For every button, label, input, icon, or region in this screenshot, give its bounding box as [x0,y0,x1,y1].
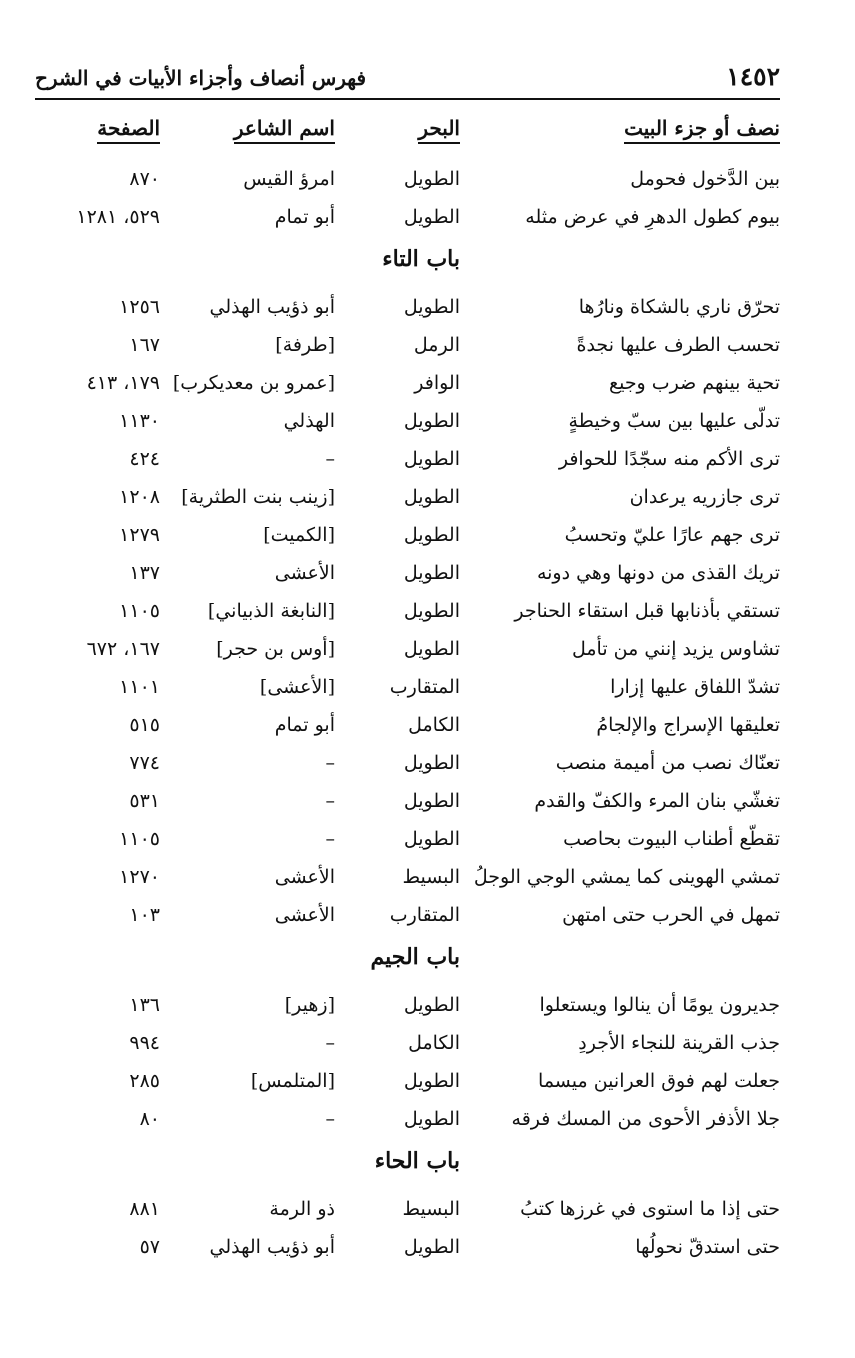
poet-name: – [325,1032,335,1054]
index-row [0,1190,855,1228]
poet-name: [المتلمس] [250,1070,335,1092]
index-row [0,1062,855,1100]
meter-text: الطويل [403,1108,460,1130]
poet-name: ذو الرمة [269,1198,335,1220]
index-row [0,402,855,440]
poet-name: [النابغة الذبياني] [207,600,335,622]
meter-text: الطويل [403,448,460,470]
page-reference: ١٢٧٠ [119,866,160,888]
poet-name: [زينب بنت الطثرية] [181,486,335,508]
verse-text: تعليقها الإسراج والإلجامُ [596,714,780,736]
index-row [0,1024,855,1062]
index-row [0,198,855,236]
section-title: باب الجيم [370,944,460,970]
running-title: فهرس أنصاف وأجزاء الأبيات في الشرح [35,66,367,90]
verse-text: تحسب الطرف عليها نجدةً [576,334,780,356]
poet-name: الأعشى [274,866,335,888]
index-row [0,986,855,1024]
verse-text: حتى استدقّ نحولُها [635,1236,780,1258]
poet-name: أبو ذؤيب الهذلي [209,296,335,318]
page-reference: ١٢٧٩ [119,524,160,546]
meter-text: الطويل [403,168,460,190]
column-header-verse: نصف أو جزء البيت [624,116,780,140]
poet-name: الأعشى [274,904,335,926]
index-row [0,782,855,820]
verse-text: ترى جازريه يرعدان [629,486,780,508]
section-title: باب التاء [382,246,460,272]
verse-text: تقطّع أطناب البيوت بحاصب [563,828,780,850]
verse-text: جعلت لهم فوق العرانين ميسما [538,1070,780,1092]
poet-name: [عمرو بن معديكرب] [172,372,335,394]
poet-name: – [325,448,335,470]
page-reference: ٩٩٤ [129,1032,160,1054]
poet-name: [طرفة] [275,334,335,356]
meter-text: الطويل [403,790,460,812]
index-row [0,592,855,630]
poet-name: امرؤ القيس [243,168,335,190]
verse-text: ترى جهم عارًا عليّ وتحسبُ [564,524,780,546]
verse-text: تستقي بأذنابها قبل استقاء الحناجر [514,600,780,622]
index-row [0,160,855,198]
poet-name: – [325,1108,335,1130]
poet-name: – [325,752,335,774]
page-reference: ٨٨١ [129,1198,160,1220]
verse-text: تحية بينهم ضرب وجيع [608,372,780,394]
section-heading-row [0,934,855,986]
poet-name: الأعشى [274,562,335,584]
column-header-meter: البحر [418,116,460,140]
index-row [0,668,855,706]
verse-text: تغشّي بنان المرء والكفّ والقدم [534,790,780,812]
index-row [0,554,855,592]
meter-text: الطويل [403,1070,460,1092]
verse-text: تعنّاك نصب من أميمة منصب [555,752,780,774]
meter-text: الوافر [414,372,460,394]
index-row [0,1228,855,1266]
page-reference: ١٢٥٦ [119,296,160,318]
meter-text: الرمل [413,334,460,356]
page-reference: ١١٣٠ [119,410,160,432]
page-reference: ٤٢٤ [129,448,160,470]
page-reference: ١٣٧ [129,562,160,584]
poet-name: [الأعشى] [259,676,335,698]
running-head [35,60,780,100]
meter-text: المتقارب [389,904,460,926]
index-row [0,478,855,516]
poet-name: [أوس بن حجر] [216,638,335,660]
meter-text: الطويل [403,994,460,1016]
index-row [0,364,855,402]
section-title: باب الحاء [374,1148,460,1174]
index-row [0,630,855,668]
meter-text: الطويل [403,1236,460,1258]
page-reference: ١٣٦ [129,994,160,1016]
page-reference: ١١٠٥ [119,600,160,622]
page-reference: ١٢٠٨ [119,486,160,508]
poet-name: الهذلي [283,410,335,432]
section-heading-row [0,1138,855,1190]
poet-name: أبو تمام [274,714,335,736]
page-reference: ٥٢٩، ١٢٨١ [76,206,160,228]
verse-text: تشاوس يزيد إنني من تأمل [571,638,780,660]
page-reference: ١٦٧، ٦٧٢ [86,638,160,660]
meter-text: البسيط [402,866,460,888]
verse-text: ترى الأكم منه سجّدًا للحوافر [558,448,780,470]
index-row [0,896,855,934]
page-reference: ٥٣١ [129,790,160,812]
meter-text: الطويل [403,638,460,660]
verse-text: تحرّق ناري بالشكاة ونارُها [578,296,780,318]
column-header-poet: اسم الشاعر [234,116,335,140]
meter-text: الطويل [403,410,460,432]
meter-text: الطويل [403,562,460,584]
meter-text: البسيط [402,1198,460,1220]
verse-text: جذب القرينة للنجاء الأجردِ [578,1032,780,1054]
meter-text: المتقارب [389,676,460,698]
index-row [0,744,855,782]
poet-name: أبو ذؤيب الهذلي [209,1236,335,1258]
meter-text: الطويل [403,524,460,546]
page-reference: ٨٧٠ [129,168,160,190]
meter-text: الكامل [408,714,460,736]
index-row [0,440,855,478]
column-header-page: الصفحة [97,116,160,140]
page-reference: ١١٠١ [119,676,160,698]
index-row [0,858,855,896]
verse-text: بيوم كطول الدهرِ في عرض مثله [525,206,780,228]
meter-text: الطويل [403,600,460,622]
page-reference: ١١٠٥ [119,828,160,850]
verse-text: جلا الأذفر الأحوى من المسك فرقه [511,1108,780,1130]
meter-text: الطويل [403,206,460,228]
meter-text: الطويل [403,296,460,318]
poet-name: – [325,790,335,812]
verse-text: تريك القذى من دونها وهي دونه [536,562,780,584]
verse-text: تمهل في الحرب حتى امتهن [562,904,780,926]
page-reference: ١٦٧ [129,334,160,356]
verse-text: تمشي الهوينى كما يمشي الوجي الوجلُ [473,866,780,888]
index-row [0,516,855,554]
page-reference: ٧٧٤ [129,752,160,774]
page-reference: ٨٠ [139,1108,160,1130]
verse-text: تدلّى عليها بين سبّ وخيطةٍ [568,410,780,432]
index-row [0,706,855,744]
index-row [0,1100,855,1138]
meter-text: الطويل [403,752,460,774]
verse-text: بين الدَّخول فحومل [630,168,780,190]
meter-text: الكامل [408,1032,460,1054]
verse-text: حتى إذا ما استوى في غرزها كتبُ [520,1198,780,1220]
poet-name: – [325,828,335,850]
page-reference: ٥١٥ [129,714,160,736]
index-row [0,820,855,858]
poet-name: أبو تمام [274,206,335,228]
page-reference: ٢٨٥ [129,1070,160,1092]
index-row [0,326,855,364]
meter-text: الطويل [403,828,460,850]
page-reference: ١٠٣ [129,904,160,926]
poet-name: [الكميت] [263,524,335,546]
section-heading-row [0,236,855,288]
index-entries [0,160,855,1266]
index-row [0,288,855,326]
meter-text: الطويل [403,486,460,508]
poet-name: [زهير] [284,994,335,1016]
page-reference: ١٧٩، ٤١٣ [86,372,160,394]
verse-text: تشدّ اللفاق عليها إزارا [610,676,780,698]
verse-text: جديرون يومًا أن ينالوا ويستعلوا [539,994,780,1016]
page-reference: ٥٧ [139,1236,160,1258]
page-number: ١٤٥٢ [726,62,780,91]
